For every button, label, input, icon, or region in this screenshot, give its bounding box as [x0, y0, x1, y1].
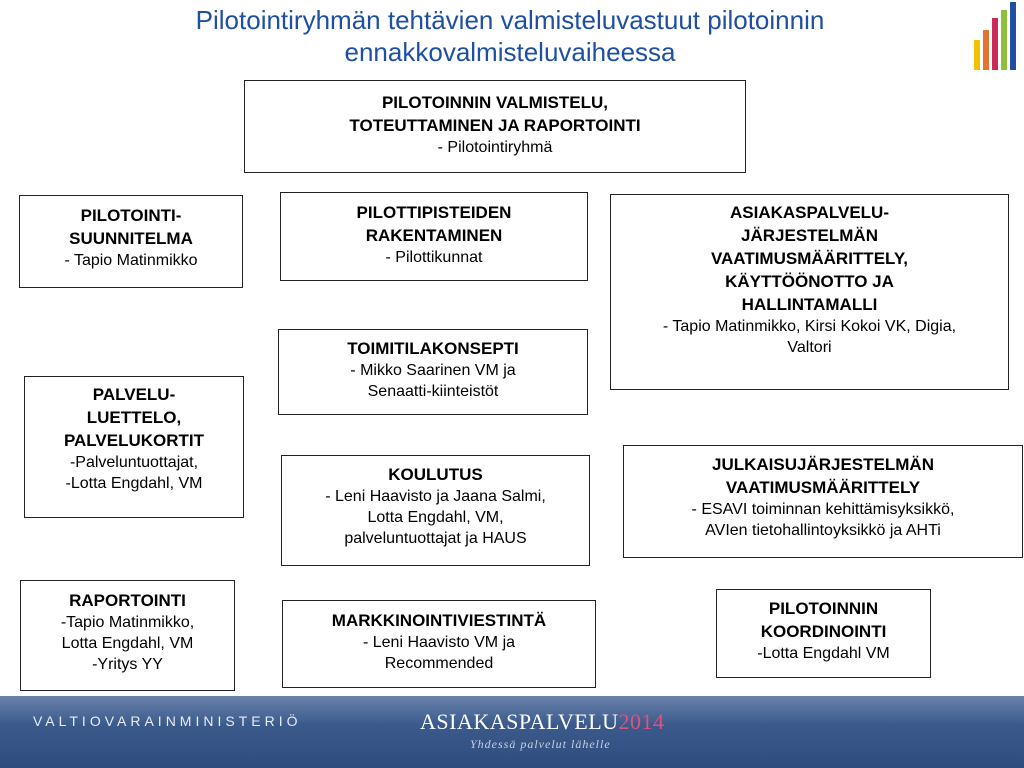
logo-bar-2	[983, 30, 989, 70]
box-description: - Pilottikunnat	[385, 249, 483, 266]
box-asiakaspalvelujarjestelma	[610, 194, 1009, 390]
box-description: - Leni Haavisto ja Jaana Salmi,	[325, 488, 546, 505]
box-julkaisujarjestelma	[623, 445, 1023, 558]
box-heading: TOIMITILAKONSEPTI	[347, 339, 519, 358]
brand-year: 2014	[618, 709, 665, 734]
box-description: Senaatti-kiinteistöt	[367, 383, 499, 400]
box-heading: TOTEUTTAMINEN JA RAPORTOINTI	[349, 116, 641, 135]
box-heading: MARKKINOINTIVIESTINTÄ	[331, 611, 547, 630]
box-heading: PILOTOINTI-	[80, 206, 182, 225]
box-description: -Tapio Matinmikko,	[60, 614, 195, 631]
box-pilottipisteiden-rakentaminen	[280, 192, 588, 281]
box-description: - Tapio Matinmikko	[64, 252, 198, 269]
brand-name: ASIAKASPALVELU	[420, 709, 619, 734]
box-description: Lotta Engdahl, VM,	[367, 509, 504, 526]
box-description: -Yritys YY	[92, 656, 163, 673]
slide-title-line-1: Pilotointiryhmän tehtävien valmisteluvastuut pilotoinnin	[195, 5, 825, 35]
box-markkinointiviestinta	[282, 600, 596, 688]
box-heading: RAKENTAMINEN	[365, 226, 503, 245]
box-heading: PILOTOINNIN	[768, 599, 879, 618]
box-description: - ESAVI toiminnan kehittämisyksikkö,	[691, 501, 955, 518]
box-heading: VAATIMUSMÄÄRITTELY,	[710, 249, 909, 268]
box-heading: JÄRJESTELMÄN	[741, 226, 878, 245]
box-koulutus	[281, 455, 590, 566]
box-description: Valtori	[787, 339, 832, 356]
box-description: - Mikko Saarinen VM ja	[350, 362, 516, 379]
box-description: -Lotta Engdahl, VM	[65, 475, 203, 492]
box-heading: PILOTOINNIN VALMISTELU,	[381, 93, 609, 112]
box-heading: PALVELU-	[92, 385, 176, 404]
slide-title	[120, 4, 900, 68]
box-description: AVIen tietohallintoyksikkö ja AHTi	[705, 522, 941, 539]
brand-tagline: Yhdessä palvelut lähelle	[470, 737, 611, 751]
logo-bar-3	[992, 18, 998, 70]
box-pilotoinnin-valmistelu	[244, 80, 746, 173]
box-description: palveluntuottajat ja HAUS	[344, 530, 527, 547]
box-heading: HALLINTAMALLI	[741, 295, 878, 314]
box-heading: JULKAISUJÄRJESTELMÄN	[712, 455, 934, 474]
slide-title-line-2: ennakkovalmisteluvaiheessa	[344, 37, 676, 67]
box-pilotoinnin-koordinointi	[716, 589, 931, 678]
box-heading: ASIAKASPALVELU-	[730, 203, 889, 222]
footer-bar	[0, 696, 1024, 768]
box-toimitilakonsepti	[278, 329, 588, 415]
box-heading: PILOTTIPISTEIDEN	[356, 203, 512, 222]
box-description: - Tapio Matinmikko, Kirsi Kokoi VK, Digia,	[662, 318, 957, 335]
brand-logo-text	[420, 709, 665, 735]
box-heading: KÄYTTÖÖNOTTO JA	[725, 272, 894, 291]
box-heading: PALVELUKORTIT	[63, 431, 205, 450]
box-heading: RAPORTOINTI	[69, 591, 186, 610]
box-description: -Palveluntuottajat,	[69, 454, 199, 471]
box-heading: KOULUTUS	[388, 465, 483, 484]
logo-bar-5	[1010, 2, 1016, 70]
box-heading: SUUNNITELMA	[69, 229, 193, 248]
box-pilotointisuunnitelma	[19, 195, 243, 288]
box-heading: VAATIMUSMÄÄRITTELY	[725, 478, 921, 497]
box-description: Recommended	[384, 655, 494, 672]
logo-bar-1	[974, 40, 980, 70]
box-description: -Lotta Engdahl VM	[757, 645, 890, 662]
box-description: - Pilotointiryhmä	[437, 139, 553, 156]
box-heading: KOORDINOINTI	[760, 622, 887, 641]
ministry-logo-text: VALTIOVARAINMINISTERIÖ	[33, 713, 302, 729]
logo-bar-4	[1001, 10, 1007, 70]
box-description: Lotta Engdahl, VM	[61, 635, 194, 652]
box-raportointi	[20, 580, 235, 691]
box-palveluluettelo	[24, 376, 244, 518]
box-description: - Leni Haavisto VM ja	[362, 634, 516, 651]
box-heading: LUETTELO,	[86, 408, 182, 427]
bar-chart-logo-icon	[972, 0, 1022, 70]
